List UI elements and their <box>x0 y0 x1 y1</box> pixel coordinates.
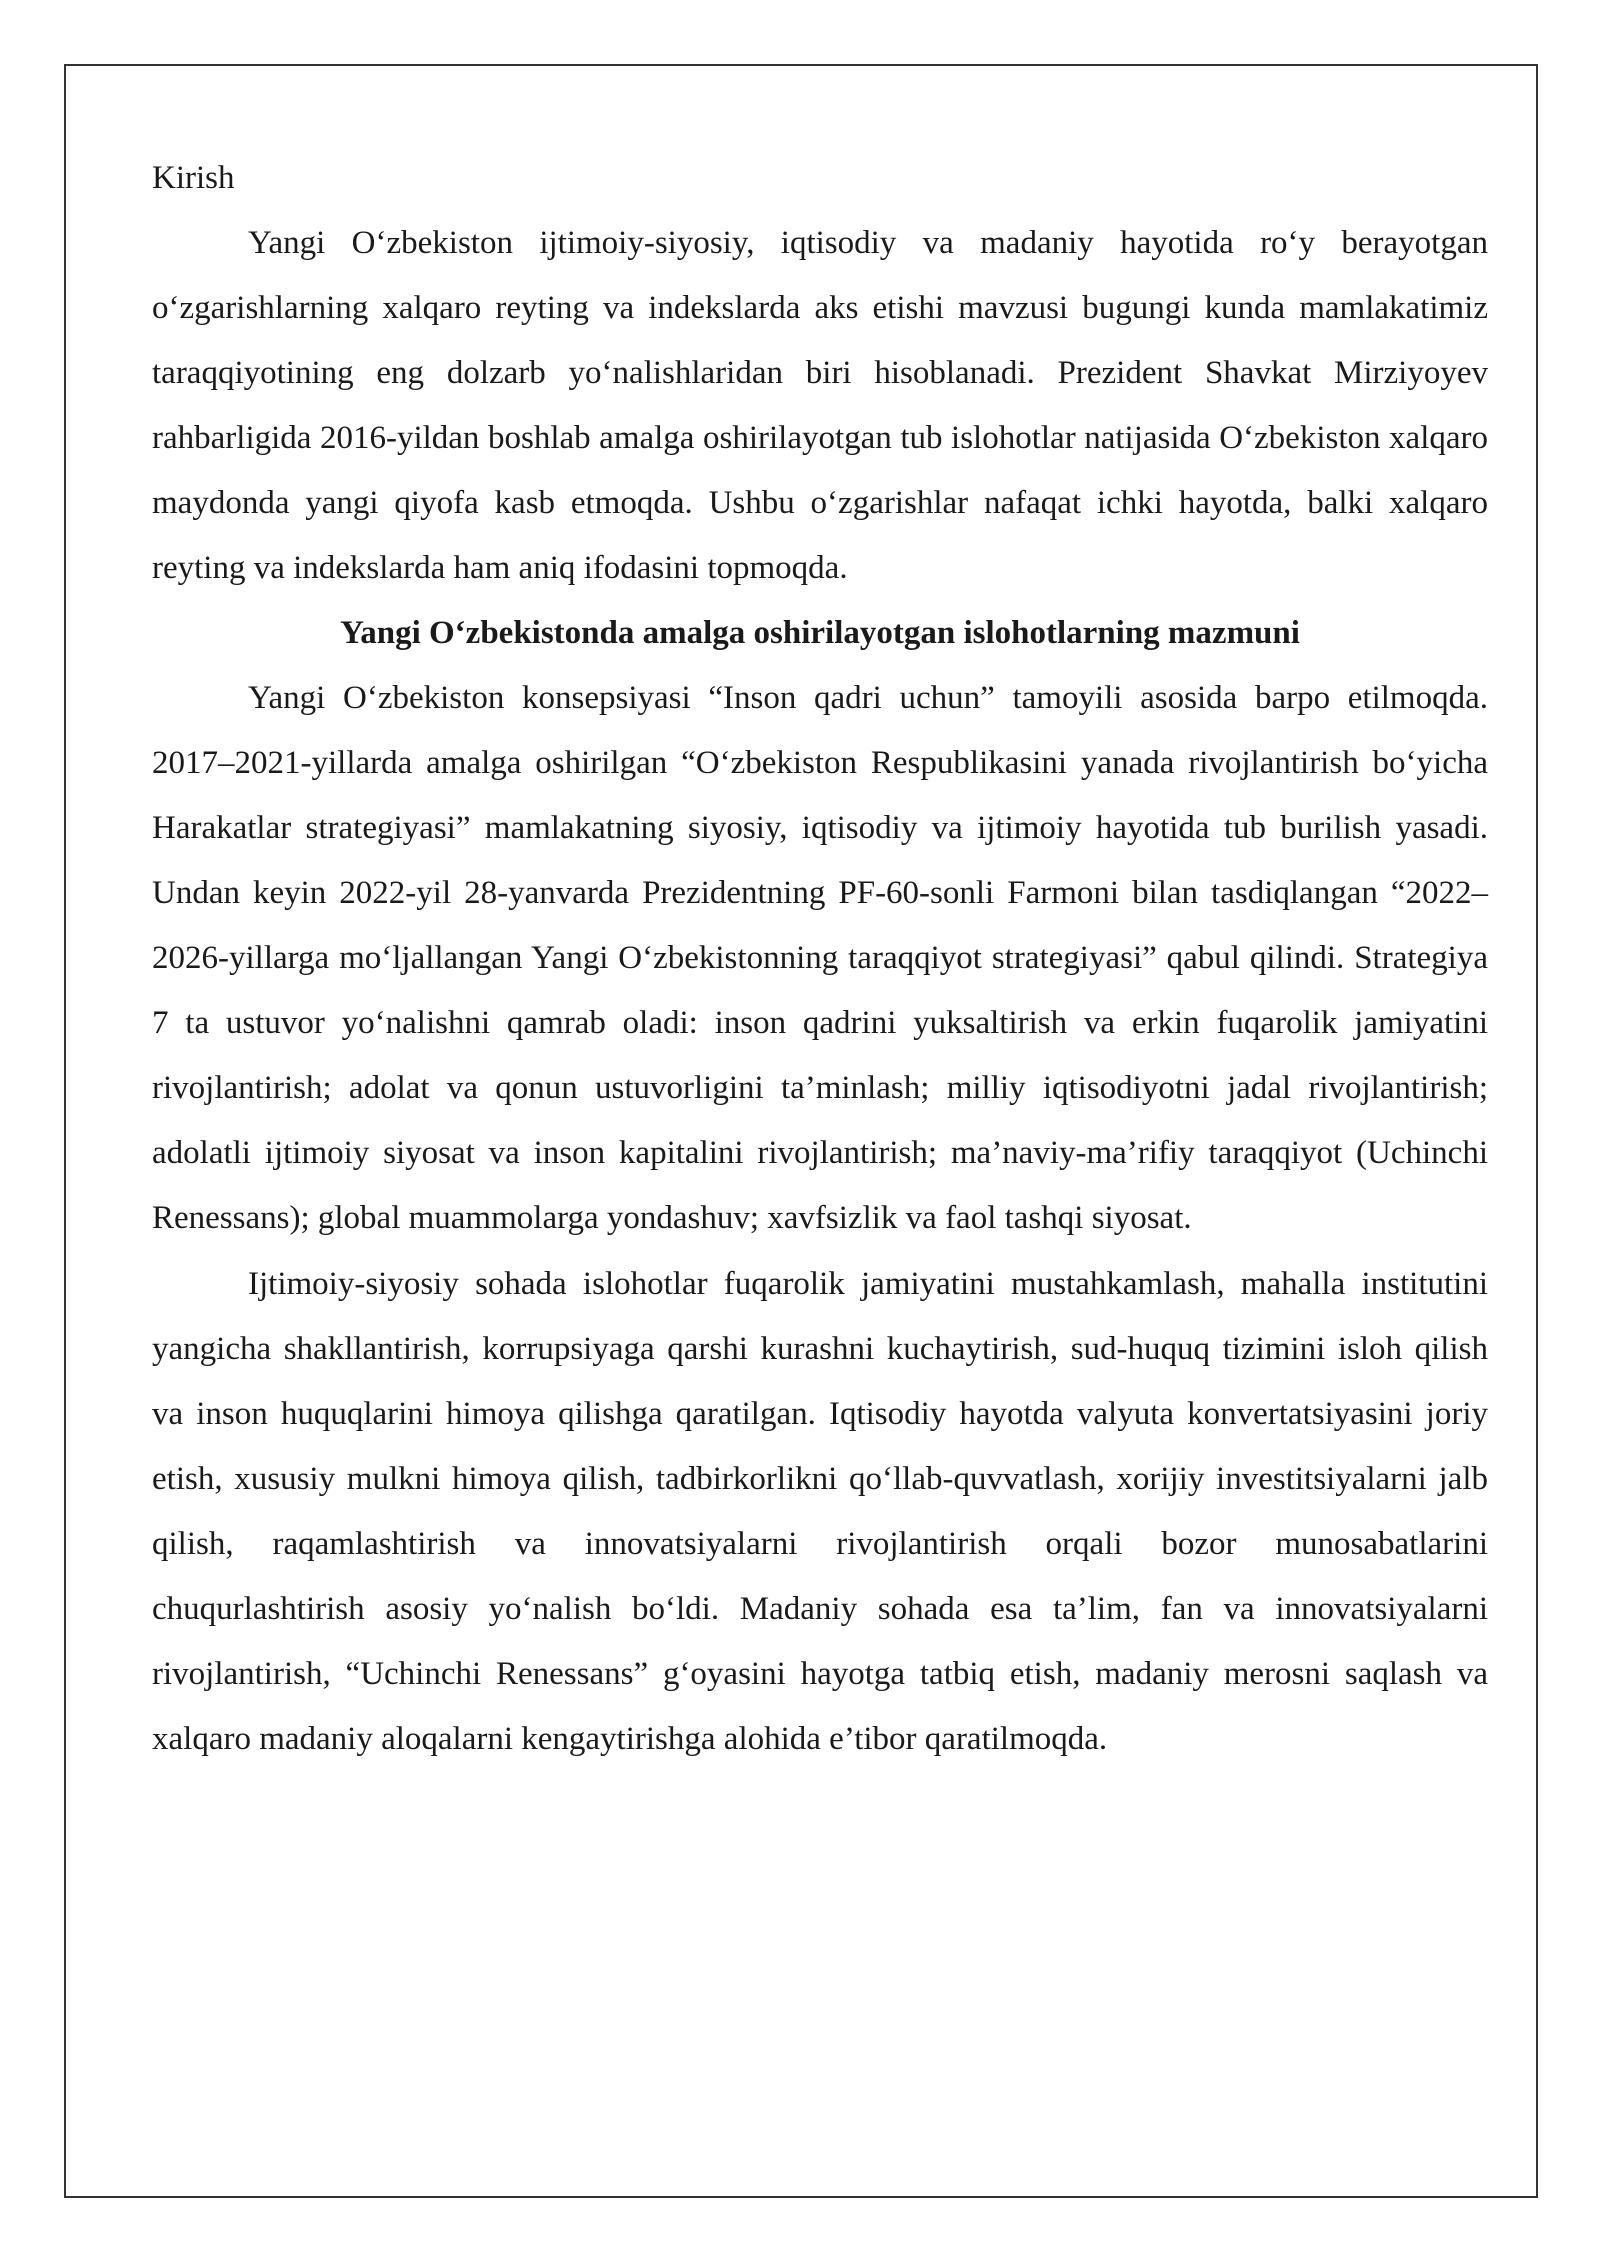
document-body <box>152 146 1488 1772</box>
intro-label: Kirish <box>152 160 235 196</box>
paragraph-reforms: Ijtimoiy-siyosiy sohada islohotlar fuqarolik jamiyatini mustahkamlash, mahalla institutini yangicha shakllantirish, korrupsiyaga qarshi kurashni kuchaytirish, sud-huquq tizimini isloh qilish va inson huquqlarini himoya qilishga qaratilgan. Iqtisodiy hayotda valyuta konvertatsiyasini joriy etish, xususiy mulkni himoya qilish, tadbirkorlikni qo‘llab-quvvatlash, xorijiy investitsiyalarni jalb qilish, raqamlashtirish va innovatsiyalarni rivojlantirish orqali bozor munosabatlarini chuqurlashtirish asosiy yo‘nalish bo‘ldi. Madaniy sohada esa ta’lim, fan va innovatsiyalarni rivojlantirish, “Uchinchi Renessans” g‘oyasini hayotga tatbiq etish, madaniy merosni saqlash va xalqaro madaniy aloqalarni kengaytirishga alohida e’tibor qaratilmoqda. <box>152 1266 1488 1757</box>
paragraph-intro: Yangi O‘zbekiston ijtimoiy-siyosiy, iqtisodiy va madaniy hayotida ro‘y berayotgan o‘zgarishlarning xalqaro reyting va indekslarda aks etishi mavzusi bugungi kunda mamlakatimiz taraqqiyotining eng dolzarb yo‘nalishlaridan biri hisoblanadi. Prezident Shavkat Mirziyoyev rahbarligida 2016-yildan boshlab amalga oshirilayotgan tub islohotlar natijasida O‘zbekiston xalqaro maydonda yangi qiyofa kasb etmoqda. Ushbu o‘zgarishlar nafaqat ichki hayotda, balki xalqaro reyting va indekslarda ham aniq ifodasini topmoqda. <box>152 225 1488 586</box>
paragraph-strategy: Yangi O‘zbekiston konsepsiyasi “Inson qadri uchun” tamoyili asosida barpo etilmoqda. 2017–2021-yillarda amalga oshirilgan “O‘zbekiston Respublikasini yanada rivojlantirish bo‘yicha Harakatlar strategiyasi” mamlakatning siyosiy, iqtisodiy va ijtimoiy hayotida tub burilish yasadi. Undan keyin 2022-yil 28-yanvarda Prezidentning PF-60-sonli Farmoni bilan tasdiqlangan “2022–2026-yillarga mo‘ljallangan Yangi O‘zbekistonning taraqqiyot strategiyasi” qabul qilindi. Strategiya 7 ta ustuvor yo‘nalishni qamrab oladi: inson qadrini yuksaltirish va erkin fuqarolik jamiyatini rivojlantirish; adolat va qonun ustuvorligini ta’minlash; milliy iqtisodiyotni jadal rivojlantirish; adolatli ijtimoiy siyosat va inson kapitalini rivojlantirish; ma’naviy-ma’rifiy taraqqiyot (Uchinchi Renessans); global muammolarga yondashuv; xavfsizlik va faol tashqi siyosat. <box>152 680 1488 1236</box>
section-heading: Yangi O‘zbekistonda amalga oshirilayotgan islohotlarning mazmuni <box>340 615 1300 651</box>
